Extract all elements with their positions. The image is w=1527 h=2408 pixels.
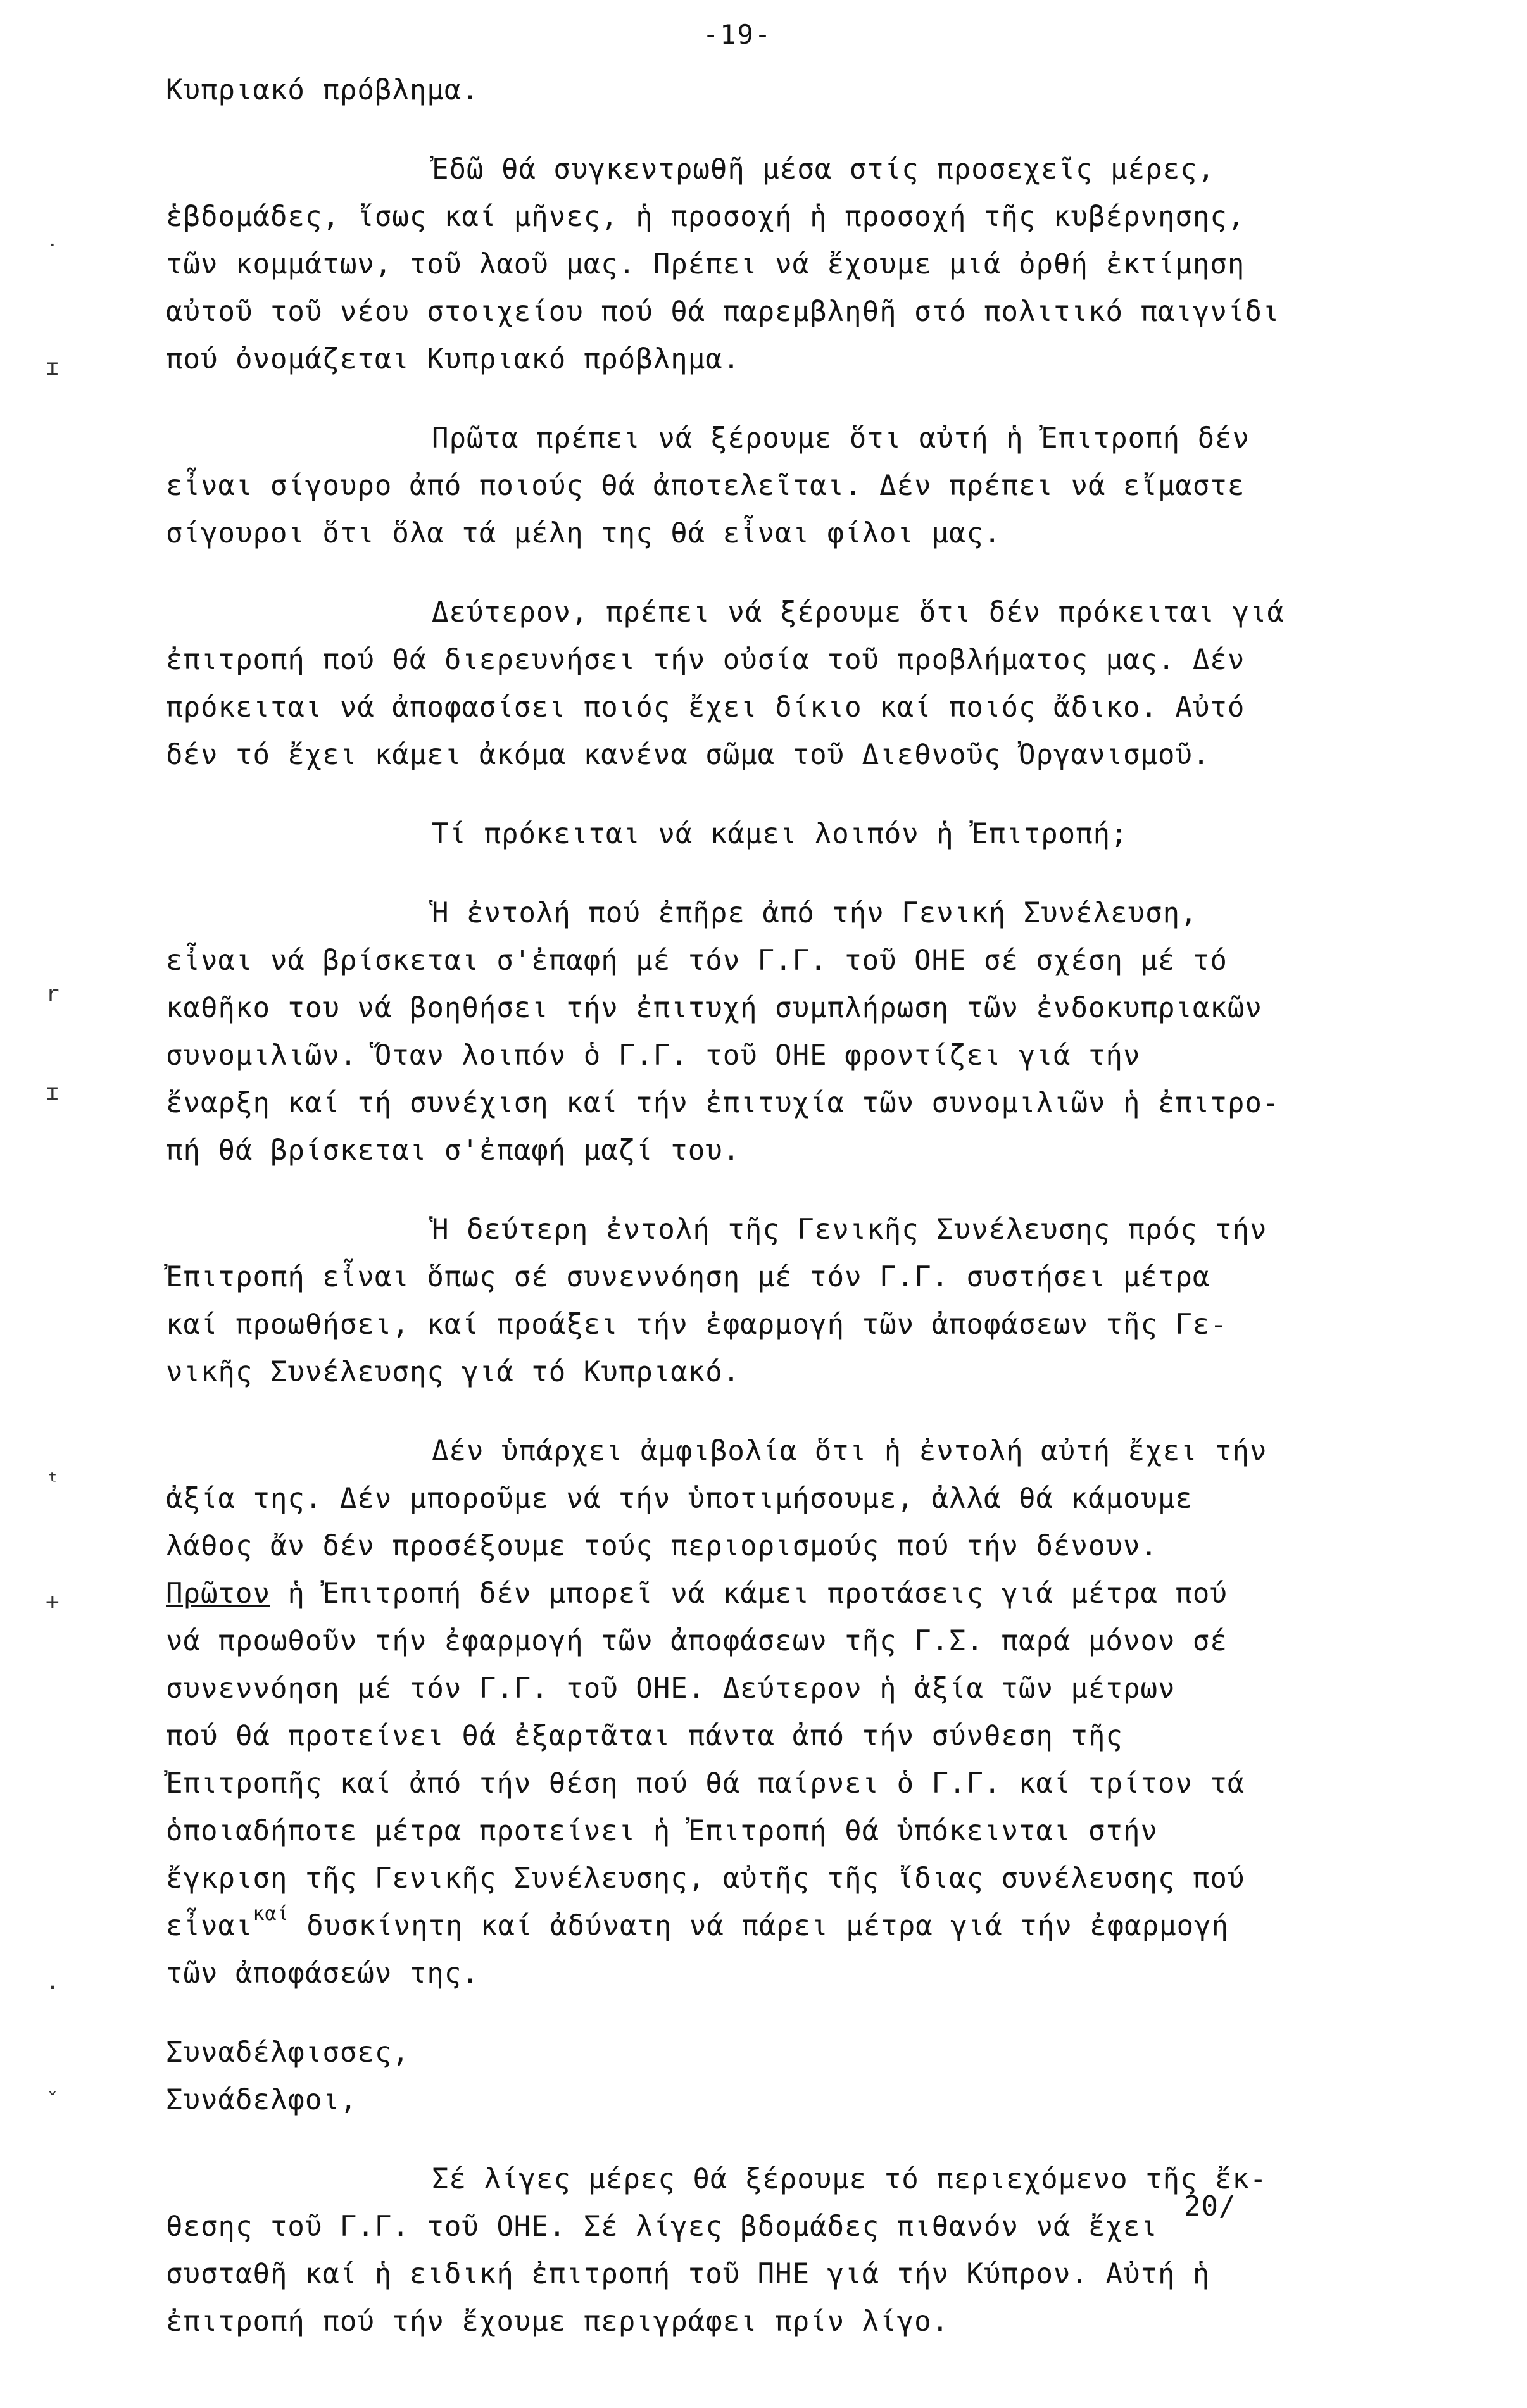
text-line: τῶν ἀποφάσεών της. bbox=[166, 1957, 479, 1990]
underlined-word: Πρῶτον bbox=[166, 1577, 270, 1610]
text-line: εἶναι$^{\kappa\alpha ί}$ δυσκίνητη καί ἀδύνατη νά πάρει μέτρα γιά τήν ἐφαρμογή bbox=[166, 1903, 1229, 1942]
text-line: καί προωθήσει, καί προάξει τήν ἐφαρμογή τῶν ἀποφάσεων τῆς Γε- bbox=[166, 1308, 1228, 1341]
text-line: λάθος ἄν δέν προσέξουμε τούς περιορισμούς πού τήν δένουν. bbox=[166, 1530, 1158, 1562]
text-line: ὁποιαδήποτε μέτρα προτείνει ἡ Ἐπιτροπή θά ὑπόκεινται στήν bbox=[166, 1815, 1158, 1847]
text-line: τῶν κομμάτων, τοῦ λαοῦ μας. Πρέπει νά ἔχουμε μιά ὀρθή ἐκτίμηση bbox=[166, 248, 1245, 280]
text-line: ἀξία της. Δέν μποροῦμε νά τήν ὑποτιμήσουμε, ἀλλά θά κάμουμε bbox=[166, 1483, 1193, 1515]
text-line: ἐπιτροπή πού τήν ἔχουμε περιγράφει πρίν λίγο. bbox=[166, 2305, 950, 2338]
text-line: Κυπριακό πρόβλημα. bbox=[166, 74, 479, 106]
text-line: νικῆς Συνέλευσης γιά τό Κυπριακό. bbox=[166, 1356, 741, 1388]
margin-mark: + bbox=[46, 1589, 60, 1615]
page-number: -19- bbox=[703, 19, 772, 50]
margin-mark: ˙ bbox=[46, 241, 60, 267]
text-line: καθῆκο του νά βοηθήσει τήν ἐπιτυχή συμπλήρωση τῶν ἐνδοκυπριακῶν bbox=[166, 992, 1262, 1024]
margin-mark: r bbox=[46, 981, 60, 1007]
margin-mark: ˇ bbox=[46, 2089, 60, 2115]
margin-mark: ɪ bbox=[46, 1079, 60, 1105]
inserted-word: καί bbox=[253, 1903, 289, 1925]
text-line: εἶναι σίγουρο ἀπό ποιούς θά ἀποτελεῖται. Δέν πρέπει νά εἴμαστε bbox=[166, 470, 1245, 502]
text-line: ἔγκριση τῆς Γενικῆς Συνέλευσης, αὐτῆς τῆς ἴδιας συνέλευσης πού bbox=[166, 1862, 1245, 1895]
text-line: ἑβδομάδες, ἴσως καί μῆνες, ἡ προσοχή ἡ προσοχή τῆς κυβέρνησης, bbox=[166, 201, 1245, 233]
text-line: πού ὀνομάζεται Κυπριακό πρόβλημα. bbox=[166, 343, 741, 375]
salutation-line: Συναδέλφισσες, bbox=[166, 2036, 410, 2069]
text-line: σίγουροι ὅτι ὅλα τά μέλη της θά εἶναι φίλοι μας. bbox=[166, 517, 1002, 549]
text-line: νά προωθοῦν τήν ἐφαρμογή τῶν ἀποφάσεων τῆς Γ.Σ. παρά μόνον σέ bbox=[166, 1625, 1228, 1657]
text-line: πού θά προτείνει θά ἐξαρτᾶται πάντα ἀπό τήν σύνθεση τῆς bbox=[166, 1720, 1123, 1752]
continuation-marker: 20/ bbox=[1184, 2190, 1236, 2223]
margin-mark: ᵗ bbox=[46, 1469, 60, 1495]
text-line: δέν τό ἔχει κάμει ἀκόμα κανένα σῶμα τοῦ Διεθνοῦς Ὀργανισμοῦ. bbox=[166, 739, 1210, 771]
text-line: Ἡ δεύτερη ἐντολή τῆς Γενικῆς Συνέλευσης πρός τήν bbox=[432, 1213, 1267, 1246]
text-line: συνεννόηση μέ τόν Γ.Γ. τοῦ ΟΗΕ. Δεύτερον ἡ ἀξία τῶν μέτρων bbox=[166, 1672, 1176, 1705]
text-line: Ἐπιτροπή εἶναι ὅπως σέ συνεννόηση μέ τόν Γ.Γ. συστήσει μέτρα bbox=[166, 1261, 1210, 1293]
margin-mark: · bbox=[46, 1975, 60, 2001]
text-line: Δέν ὑπάρχει ἀμφιβολία ὅτι ἡ ἐντολή αὐτή ἔχει τήν bbox=[432, 1435, 1267, 1467]
text-line: εἶναι νά βρίσκεται σ'ἐπαφή μέ τόν Γ.Γ. τοῦ ΟΗΕ σέ σχέση μέ τό bbox=[166, 944, 1228, 977]
text-line: θεσης τοῦ Γ.Γ. τοῦ ΟΗΕ. Σέ λίγες βδομάδες πιθανόν νά ἔχει bbox=[166, 2210, 1158, 2243]
text-line: πή θά βρίσκεται σ'ἐπαφή μαζί του. bbox=[166, 1134, 741, 1167]
text-line: Δεύτερον, πρέπει νά ξέρουμε ὅτι δέν πρόκειται γιά bbox=[432, 596, 1285, 629]
salutation-line: Συνάδελφοι, bbox=[166, 2084, 358, 2116]
text-line: Ἡ ἐντολή πού ἐπῆρε ἀπό τήν Γενική Συνέλευση, bbox=[432, 897, 1198, 929]
text-line: ἔναρξη καί τή συνέχιση καί τήν ἐπιτυχία τῶν συνομιλιῶν ἡ ἐπιτρο- bbox=[166, 1087, 1280, 1119]
text-line: Ἐπιτροπῆς καί ἀπό τήν θέση πού θά παίρνει ὁ Γ.Γ. καί τρίτον τά bbox=[166, 1767, 1245, 1800]
document-body bbox=[166, 66, 1394, 2345]
margin-mark: ɪ bbox=[46, 354, 60, 380]
text-line: Πρῶτα πρέπει νά ξέρουμε ὅτι αὐτή ἡ Ἐπιτροπή δέν bbox=[432, 422, 1250, 455]
text-line: συνομιλιῶν. Ὅταν λοιπόν ὁ Γ.Γ. τοῦ ΟΗΕ φροντίζει γιά τήν bbox=[166, 1039, 1141, 1072]
text-line: συσταθῆ καί ἡ ειδική ἐπιτροπή τοῦ ΠΗΕ γιά τήν Κύπρον. Αὐτή ἡ bbox=[166, 2258, 1210, 2290]
text-line: Σέ λίγες μέρες θά ξέρουμε τό περιεχόμενο τῆς ἔκ- bbox=[432, 2163, 1267, 2195]
text-line: Πρῶτον ἡ Ἐπιτροπή δέν μπορεῖ νά κάμει προτάσεις γιά μέτρα πού bbox=[166, 1577, 1228, 1610]
text-line: Ἐδῶ θά συγκεντρωθῆ μέσα στίς προσεχεῖς μέρες, bbox=[432, 153, 1216, 185]
text-line: αὐτοῦ τοῦ νέου στοιχείου πού θά παρεμβληθῆ στό πολιτικό παιγνίδι bbox=[166, 296, 1280, 328]
text-line: Τί πρόκειται νά κάμει λοιπόν ἡ Ἐπιτροπή; bbox=[432, 818, 1128, 850]
text-line: ἐπιτροπή πού θά διερευνήσει τήν οὐσία τοῦ προβλήματος μας. Δέν bbox=[166, 644, 1245, 676]
text-line: πρόκειται νά ἀποφασίσει ποιός ἔχει δίκιο καί ποιός ἄδικο. Αὐτό bbox=[166, 691, 1245, 724]
